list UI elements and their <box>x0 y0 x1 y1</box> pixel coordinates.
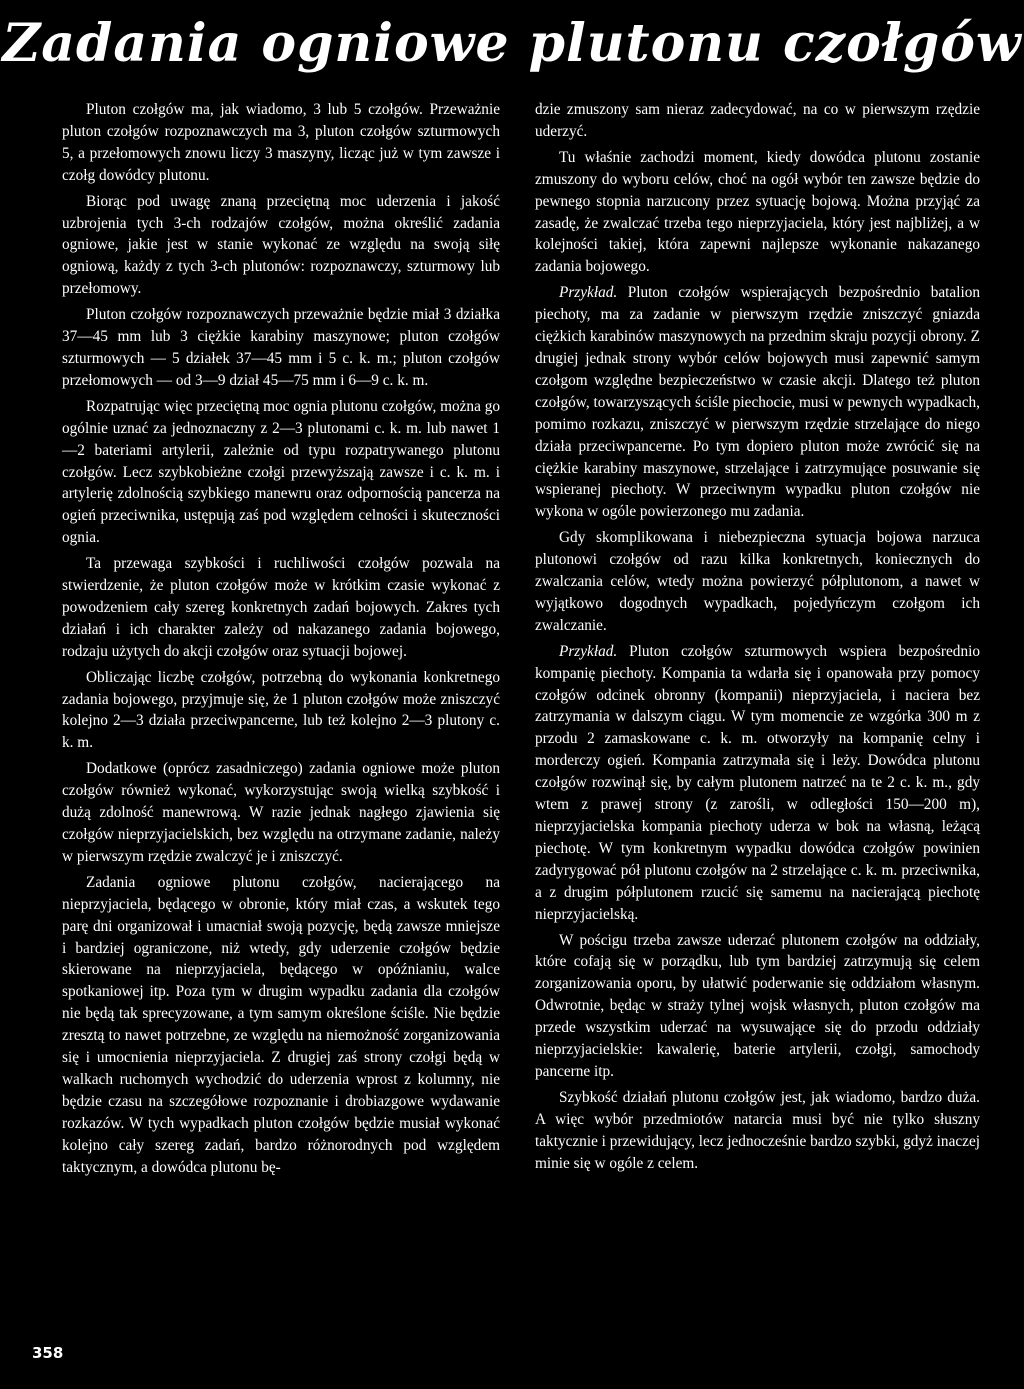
example-label: Przykład. <box>559 642 618 660</box>
continued-paragraph: dzie zmuszony sam nieraz zadecydować, na co w pierwszym rzędzie uderzyć. <box>535 101 980 140</box>
example-paragraph <box>535 641 980 926</box>
paragraph: Tu właśnie zachodzi moment, kiedy dowódca plutonu zostanie zmuszony do wyboru celów, choć na ogół wybór ten zawsze będzie do pewnego stopnia narzucony przez sytuację bojową. Można przyjąć za zasadę, że zwalczać trzeba tego nieprzyjaciela, który jest najbliżej, a w kolejności takiej, która zapewni najlepsze wykonanie nakazanego zadania bojowego. <box>535 148 980 276</box>
paragraph: Szybkość działań plutonu czołgów jest, jak wiadomo, bardzo duża. A więc wybór przedmiotów natarcia musi być nie tylko słuszny taktycznie i przewidujący, lecz jednocześnie bardzo szybki, gdyż inaczej minie się w ogóle z celem. <box>535 1088 980 1172</box>
paragraph: Ta przewaga szybkości i ruchliwości czołgów pozwala na stwierdzenie, że pluton czołgów może w krótkim czasie wykonać z powodzeniem cały szereg konkretnych zadań bojowych. Zakres tych działań i ich charakter zależy od nakazanego zadania bojowego, rodzaju użytych do akcji czołgów oraz sytuacji bojowej. <box>62 555 500 660</box>
paragraph: Dodatkowe (oprócz zasadniczego) zadania ogniowe może pluton czołgów również wykonać, wykorzystując swoją wielką szybkość i dużą zdolność manewrową. W razie jednak nagłego zjawienia się czołgów nieprzyjacielskich, bez względu na otrzymane zadanie, należy w pierwszym rzędzie zwalczyć je i zniszczyć. <box>62 760 500 865</box>
paragraph: W pościgu trzeba zawsze uderzać plutonem czołgów na oddziały, które cofają się w porządku, lub tym bardziej zatrzymują się celem zorganizowania oporu, by ułatwić poderwanie się oddziałom własnym. Odwrotnie, będąc w straży tylnej wojsk własnych, pluton czołgów ma przede wszystkim uderzać na wysuwające się do przodu oddziały nieprzyjacielskie: kawalerię, baterie artylerii, czołgi, samochody pancerne itp. <box>535 931 980 1080</box>
paragraph: Obliczając liczbę czołgów, potrzebną do wykonania konkretnego zadania bojowego, przyjmuje się, że 1 pluton czołgów może zniszczyć kolejno 2—3 działa przeciwpancerne, lub też kolejno 2—3 plutony c. k. m. <box>62 668 500 752</box>
paragraph: Zadania ogniowe plutonu czołgów, nacierającego na nieprzyjaciela, będącego w obronie, który miał czas, a wskutek tego parę dni organizował i umacniał swoją pozycję, będą zawsze mniejsze i bardziej ograniczone, niż wtedy, gdy uderzenie czołgów będzie skierowane na nieprzyjaciela, będącego w opóźnianiu, walce spotkaniowej itp. Poza tym w drugim wypadku zadania dla czołgów nie będą tak sprecyzowane, a tym samym określone ściśle. Nie będzie zresztą to nawet potrzebne, ze względu na niemożność zorganizowania się i umocnienia nieprzyjaciela. Z drugiej zaś strony czołgi będą w walkach ruchomych wychodzić do uderzenia wprost z kolumny, nie będzie czasu na szczegółowe rozpoznanie i drobiazgowe wydawanie rozkazów. W tych wypadkach pluton czołgów będzie musiał wykonać kolejno cały szereg zadań, bardzo różnorodnych pod względem taktycznym, a dowódca plutonu bę- <box>62 873 500 1176</box>
example-paragraph <box>535 282 980 523</box>
paragraph: Rozpatrując więc przeciętną moc ognia plutonu czołgów, można go ogólnie uznać za jednoznaczny z 2—3 plutonami c. k. m. lub nawet 1—2 bateriami artylerii, zależnie od typu rozpatrywanego plutonu czołgów. Lecz szybkobieżne czołgi przewyższają zawsze i c. k. m. i artylerię zdolnością szybkiego manewru oraz odpornością pancerza na ogień przeciwnika, ustępują zaś pod względem celności i skuteczności ognia. <box>62 397 500 547</box>
example-text: Pluton czołgów szturmowych wspiera bezpośrednio kompanię piechoty. Kompania ta wdarła się i opanowała przy pomocy czołgów odcinek obronny (kompanii) nieprzyjaciela, i naciera bez zatrzymania w dalszym ciągu. W tym momencie ze wzgórka 300 m z przodu 2 zamaskowane c. k. m. otworzyły na kompanię celny i morderczy ogień. Kompania zatrzymała się i leży. Dowódca plutonu czołgów rozwinął się, by całym plutonem natrzeć na te 2 c. k. m., gdy wtem z prawej strony (z zarośli, w odległości 150—200 m), nieprzyjacielska kompania piechoty uderza w bok na własną, leżącą piechotę. W tym konkretnym wypadku dowódca czołgów powinien zadyrygować pół plutonu czołgów na 2 strzelające c. k. m. przeciwnika, a z drugim półplutonem rzucić się samemu na nacierającą piechotę nieprzyjacielską. <box>535 642 980 923</box>
paragraph: Pluton czołgów ma, jak wiadomo, 3 lub 5 czołgów. Przeważnie pluton czołgów rozpoznawczych ma 3, pluton czołgów szturmowych 5, a przełomowych znowu liczy 3 maszyny, licząc już w tym zawsze i czołg dowódcy plutonu. <box>62 101 500 184</box>
article-title: Zadania ogniowe plutonu czołgów <box>2 13 1022 74</box>
paragraph: Biorąc pod uwagę znaną przeciętną moc uderzenia i jakość uzbrojenia tych 3-ch rodzajów czołgów, można określić zadania ogniowe, jakie jest w stanie wykonać ze względu na swoją siłę ogniową, każdy z tych 3-ch plutonów: rozpoznawczy, szturmowy lub przełomowy. <box>62 192 500 298</box>
left-column <box>62 99 500 1183</box>
paragraph: Gdy skomplikowana i niebezpieczna sytuacja bojowa narzuca plutonowi czołgów od razu kilka konkretnych, koniecznych do zwalczania celów, wtedy można powierzyć półplutonom, a nawet w wyjątkowo dogodnych wypadkach, pojedyńczym czołgom ich zwalczanie. <box>535 529 980 634</box>
right-column <box>535 99 980 1179</box>
example-label: Przykład. <box>559 284 618 302</box>
paragraph: Pluton czołgów rozpoznawczych przeważnie będzie miał 3 działka 37—45 mm lub 3 ciężkie karabiny maszynowe; pluton czołgów szturmowych — 5 działek 37—45 mm i 5 c. k. m.; pluton czołgów przełomowych — od 3—9 dział 45—75 mm i 6—9 c. k. m. <box>62 306 500 389</box>
page-number: 358 <box>32 1344 64 1362</box>
example-text: Pluton czołgów wspierających bezpośrednio batalion piechoty, ma za zadanie w pierwszym rzędzie zniszczyć gniazda ciężkich karabinów maszynowych na przednim skraju pozycji obrony. Z drugiej jednak strony wybór celów bojowych musi zapewnić samym czołgom względne bezpieczeństwo w czasie akcji. Dlatego też pluton czołgów, towarzyszących ściśle piechocie, musi w pewnych wypadkach, pomimo rozkazu, zniszczyć w pierwszym rzędzie strzelające do niego działa przeciwpancerne. Po tym dopiero pluton może zwrócić się na ciężkie karabiny maszynowe, strzelające i zatrzymujące posuwanie się wspieranej piechoty. W przeciwnym wypadku pluton czołgów nie wykona w ogóle powierzonego mu zadania. <box>535 284 981 521</box>
